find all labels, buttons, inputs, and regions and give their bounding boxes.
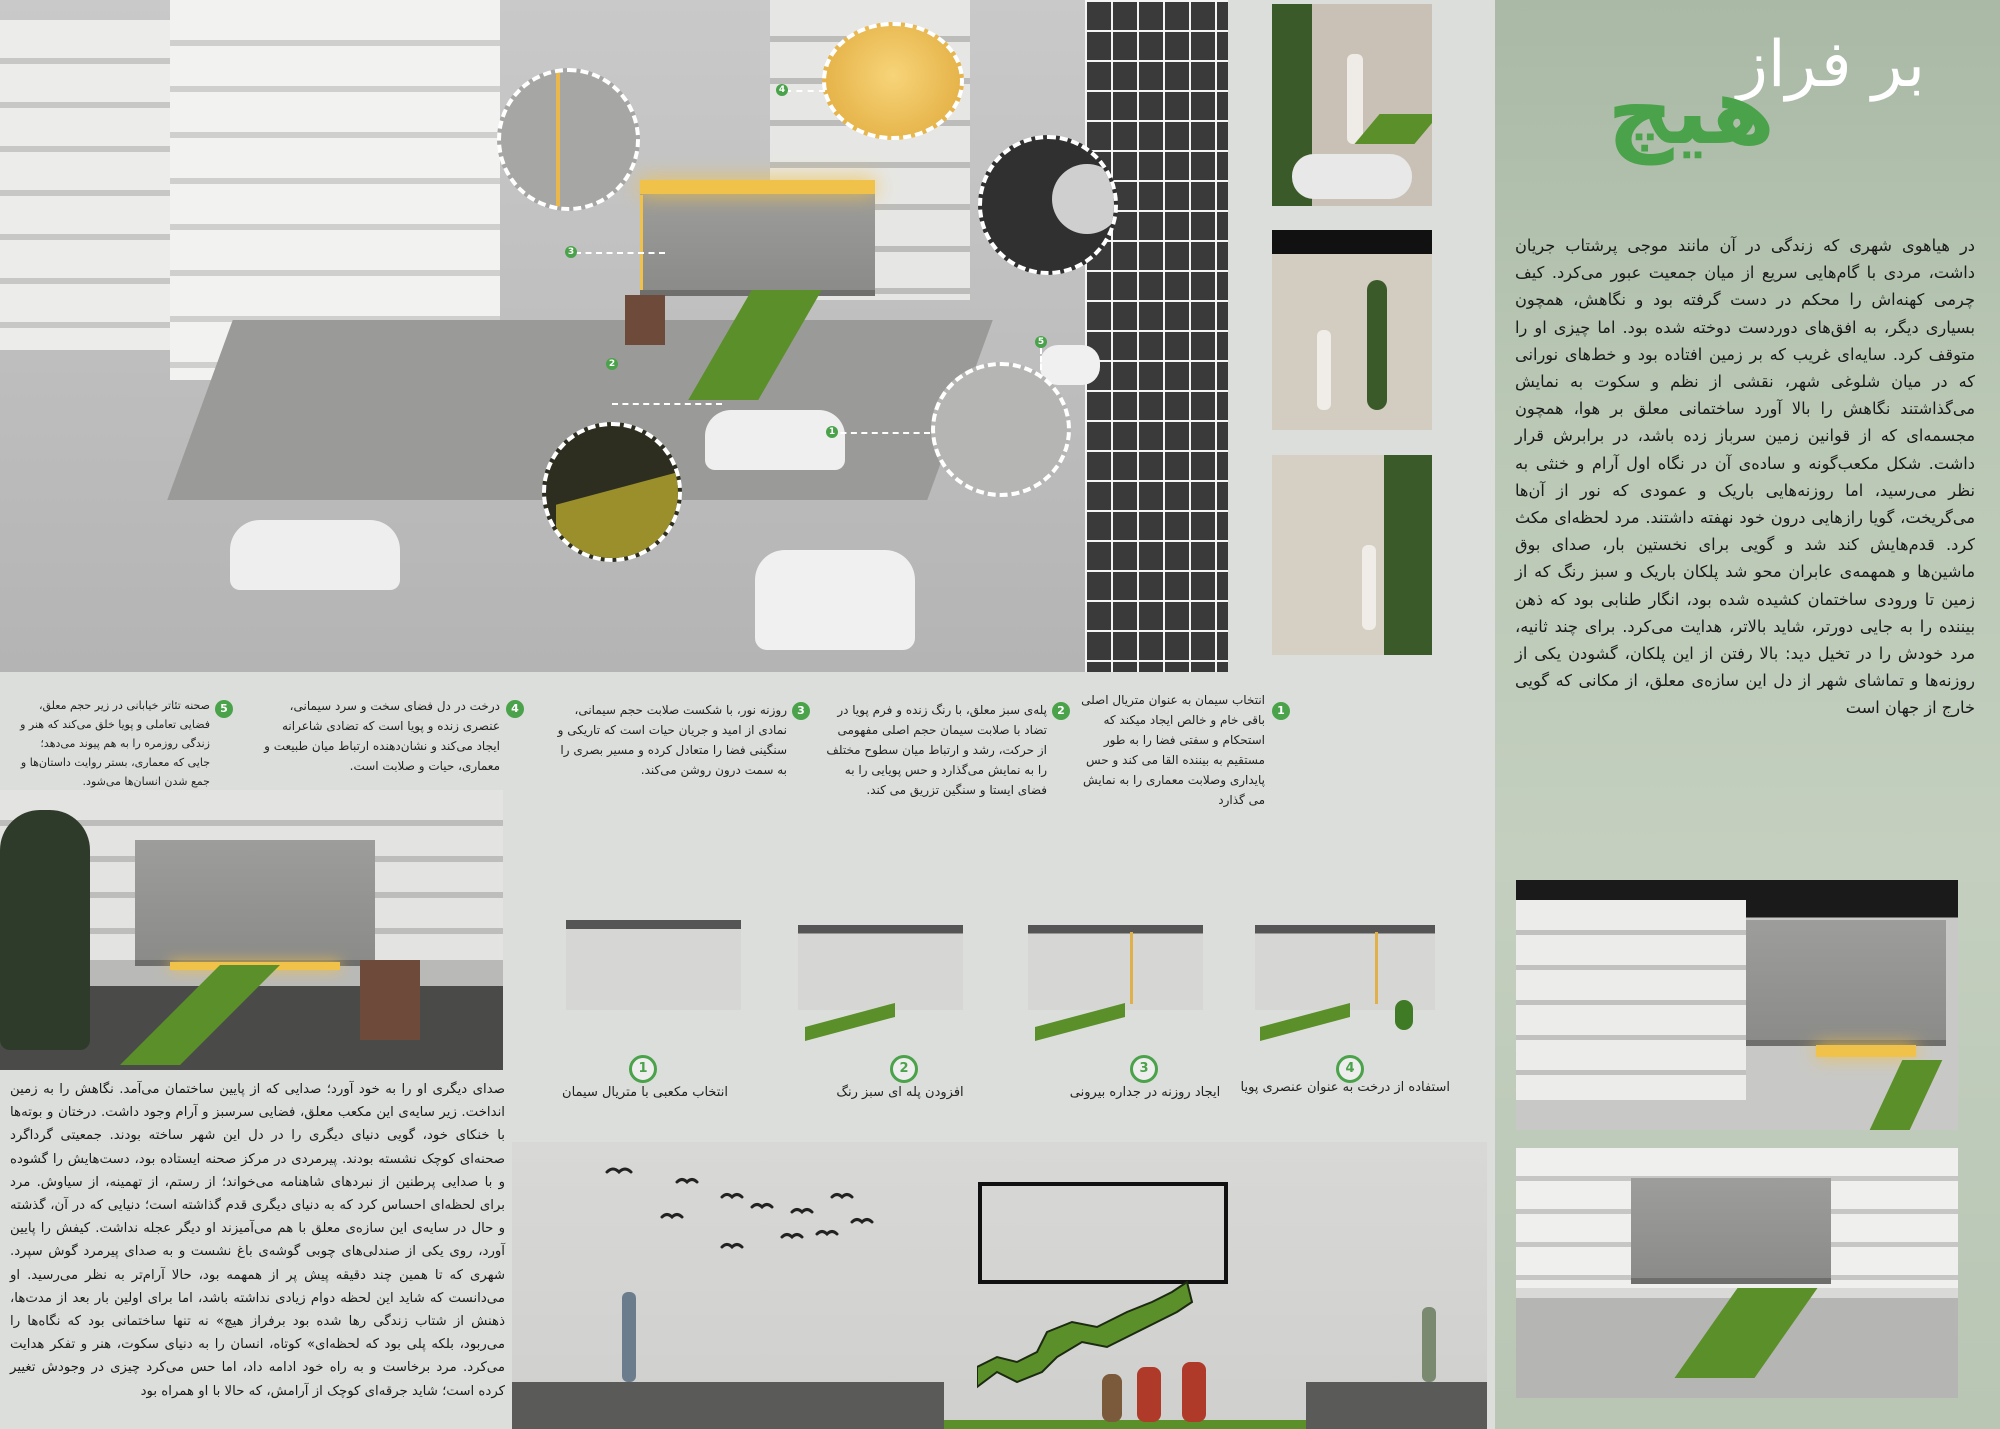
step-3-text: روزنه نور، با شکست صلابت حجم سیمانی، نمادی از امید و جریان حیات است که تاریکی و سنگینی فضا را متعادل کرده و مسیر بصری را به سمت درون روشن می‌کند. (557, 703, 787, 777)
night-render (0, 790, 503, 1070)
interior-photo-3 (1272, 455, 1432, 655)
diagram-label-2: افزودن پله ای سبز رنگ (836, 1085, 964, 1100)
scaffolding (1085, 0, 1228, 672)
step-5-text: صحنه تئاتر خیابانی در زیر حجم معلق، فضایی تعاملی و پویا خلق می‌کند که هنر و زندگی روزمره را به هم پیوند می‌دهد؛ جایی که معماری، بستر روایت داستان‌ها و جمع شدن انسان‌ها می‌شود. (20, 699, 210, 788)
leader-line-3 (575, 252, 665, 254)
car-1 (230, 520, 400, 590)
night-render-brick (360, 960, 420, 1040)
leader-line-1 (830, 432, 930, 434)
interior-1-stair (1354, 114, 1432, 144)
light-slit (640, 195, 643, 290)
zoom-detail-slit (497, 68, 640, 211)
zoom-detail-tree-shadow (822, 22, 964, 140)
tree-foliage (1052, 164, 1118, 234)
step-2-number: 2 (1052, 702, 1070, 720)
section-performer-3 (1102, 1374, 1122, 1422)
car-3 (755, 550, 915, 650)
interior-photo-2 (1272, 230, 1432, 430)
diagram-slit-4 (1375, 932, 1378, 1004)
step-1-text: انتخاب سیمان به عنوان متریال اصلی باقی خام و خالص ایجاد میکند که استحکام و سفتی فضا را به طور مستقیم به بیننده القا می کند و حس پایداری وصلابت معماری را به نمایش می گذارد (1081, 693, 1265, 807)
diagram-label-3: ایجاد روزنه در جداره بیرونی (1069, 1085, 1221, 1100)
interior-2-tree (1367, 280, 1387, 410)
story-text: در هیاهوی شهری که زندگی در آن مانند موجی پرشتاب جریان داشت، مردی با گام‌هایی سریع از میان جمعیت عبور می‌کرد. کیف چرمی کهنه‌اش را محکم در دست گرفته بود و نگاهش، همچون بسیاری دیگر، به افق‌های دوردست دوخته شده بود. اما چیزی او را متوقف کرد. سایه‌ای غریب که بر زمین افتاده بود و خط‌های نورانی که در میان شلوغی شهر، نقشی از نظم و سکوت به نمایش می‌گذاشتند نگاهش را بالا آورد ساختمانی معلق بر هوا، همچون مجسمه‌ای که از قوانین زمین سرباز زده باشد، در برابرش قرار داشت. شکل مکعب‌گونه و ساده‌ی آن در نگاه اول آرام و خنثی به نظر می‌رسید، اما روزنه‌هایی باریک و عمودی که نور از آن‌ها می‌گریخت، گویا رازهایی درون خود نهفته داشتند. مرد لحظه‌ای مکث کرد. قدم‌هایش کند شد و گویی برای نخستین بار، صدای بوق ماشین‌ها و همهمه‌ی عابران محو شد پلکان باریک و سبز رنگ که از زمین تا ورودی ساختمان کشیده شده بود، انگار طنابی بود که ذهن بیننده را به جایی دورتر، شاید بالاتر، هدایت می‌کرد. برای چند ثانیه، مرد خودش را در تخیل دید: بالا رفتن از این پلکان، گشودن یکی از روزنه‌ها و تماشای شهر از دل این سازه‌ی معلق، از مکانی که گویی خارج از جهان است (1515, 236, 1975, 718)
interior-2-statue (1317, 330, 1331, 410)
diagram-label-4: استفاده از درخت به عنوان عنصری پویا (1240, 1080, 1450, 1095)
diagram-box-1 (566, 920, 741, 1010)
interior-1-car (1292, 154, 1412, 199)
section-ground-left (512, 1382, 944, 1429)
diagram-label-1: انتخاب مکعبی با متریال سیمان (562, 1085, 728, 1100)
render-right-2-stair (1674, 1288, 1817, 1378)
step-5-number: 5 (215, 700, 233, 718)
diagram-num-2: 2 (890, 1055, 918, 1083)
brown-core (625, 295, 665, 345)
leader-line-4 (785, 90, 825, 92)
diagram-num-4: 4 (1336, 1055, 1364, 1083)
birds (602, 1162, 882, 1272)
car-2 (705, 410, 845, 470)
bottom-story-text: صدای دیگری او را به خود آورد؛ صدایی که از پایین ساختمان می‌آمد. نگاهش را به زمین انداخت. زیر سایه‌ی این مکعب معلق، فضایی سرسبز و آرام وجود داشت. درختان و بوته‌ها با خنکای خود، گویی دنیای دیگری را در دل این شهر ساخته بودند. جمعیتی گرداگرد صحنه‌ای کوچک نشسته بودند. پیرمردی در مرکز صحنه ایستاده بود، دست‌هایش را گشوده و با صدایی پرطنین از نبردهای شاهنامه می‌خواند؛ از رستم، از تهمینه، از سیاوش. مرد برای لحظه‌ای احساس کرد که به دنیای دیگری قدم گذاشته است؛ دنیایی که در آن، گذشته و حال در سایه‌ی این سازه‌ی معلق با هم می‌آمیزند او دیگر عجله نداشت. کیفش را پایین آورد، روی یکی از صندلی‌های چوبی گوشه‌ی باغ نشست و به صدای پیرمرد گوش سپرد. شهری که تا همین چند دقیقه پیش پر از همهمه بود، حالا آرام‌تر به نظر می‌رسید. او می‌دانست که شاید این لحظه دوام زیادی نداشته باشد، اما برای اولین بار بعد از مدت‌ها، ذهنش از شتاب زندگی رها شده بود برفراز هیچ» نه تنها ساختمانی بود که نگاه‌ها را می‌ربود، بلکه پلی بود که لحظه‌ای» کوتاه، انسان را به دنیای سکوت، هنر و تفکر هدایت می‌کرد. مرد برخاست و به راه خود ادامه داد، اما حس می‌کرد چیزی در وجودش تغییر کرده است؛ شاید جرقه‌ای کوچک از آرامش، که حالا با او همراه بود (10, 1082, 505, 1399)
diagram-box-4 (1255, 925, 1435, 1010)
callout-3: 3 (565, 246, 577, 258)
render-right-1-building (1516, 900, 1746, 1100)
cube-glow-top (640, 180, 875, 194)
diagram-box-2 (798, 925, 963, 1010)
night-render-cube (135, 840, 375, 960)
section-green-pit (944, 1420, 1306, 1429)
render-right-2-cube (1631, 1178, 1831, 1278)
section-stair (977, 1262, 1197, 1412)
interior-photo-1 (1272, 4, 1432, 206)
render-right-1-cube (1746, 920, 1946, 1040)
title-line-2: هیچ (1607, 58, 1775, 165)
night-render-tree-left (0, 810, 90, 1050)
section-performer-1 (1137, 1367, 1161, 1422)
leader-line-2 (612, 403, 722, 405)
step-4-number: 4 (506, 700, 524, 718)
floating-cube (640, 190, 875, 290)
step-2-text: پله‌ی سبز معلق، با رنگ زنده و فرم پویا در تضاد با صلابت سیمان حجم اصلی مفهومی از حرکت، رشد و ارتباط میان سطوح مختلف را به نمایش می‌گذارد و حس پویایی را به فضای ایستا و سنگین تزریق می کند. (826, 703, 1047, 797)
section-ground-right (1306, 1382, 1487, 1429)
render-right-1-glow (1816, 1045, 1916, 1057)
stair-zoom-fill (556, 467, 682, 562)
diagram-tree-4 (1395, 1000, 1413, 1030)
callout-4: 4 (776, 84, 788, 96)
slit-line (556, 72, 560, 211)
section-drawing (512, 1142, 1487, 1429)
interior-1-statue (1347, 54, 1363, 144)
diagram-box-3 (1028, 925, 1203, 1010)
step-4-text: درخت در دل فضای سخت و سرد سیمانی، عنصری زنده و پویا است که تضادی شاعرانه ایجاد می‌کند و نشان‌دهنده ارتباط میان طبیعت و معماری، حیات و صلابت است. (264, 699, 500, 773)
car-4 (1040, 345, 1100, 385)
zoom-detail-stair (542, 422, 682, 562)
callout-1: 1 (826, 426, 838, 438)
callout-5: 5 (1035, 336, 1047, 348)
render-right-1 (1516, 880, 1958, 1130)
section-performer-2 (1182, 1362, 1206, 1422)
night-render-stair (120, 965, 280, 1065)
section-person-right (1422, 1307, 1436, 1382)
diagram-slit-3 (1130, 932, 1133, 1004)
main-render (0, 0, 1228, 672)
zoom-detail-tree (978, 135, 1118, 275)
render-right-2 (1516, 1148, 1958, 1398)
callout-2: 2 (606, 358, 618, 370)
step-1-number: 1 (1272, 702, 1290, 720)
step-3-number: 3 (792, 702, 810, 720)
diagram-num-1: 1 (629, 1055, 657, 1083)
zoom-detail-concrete (931, 362, 1071, 497)
section-person-left (622, 1292, 636, 1382)
diagram-num-3: 3 (1130, 1055, 1158, 1083)
interior-3-statue (1362, 545, 1376, 630)
title-line-1: بر فراز (1736, 28, 1925, 102)
render-right-1-stair (1870, 1060, 1943, 1130)
